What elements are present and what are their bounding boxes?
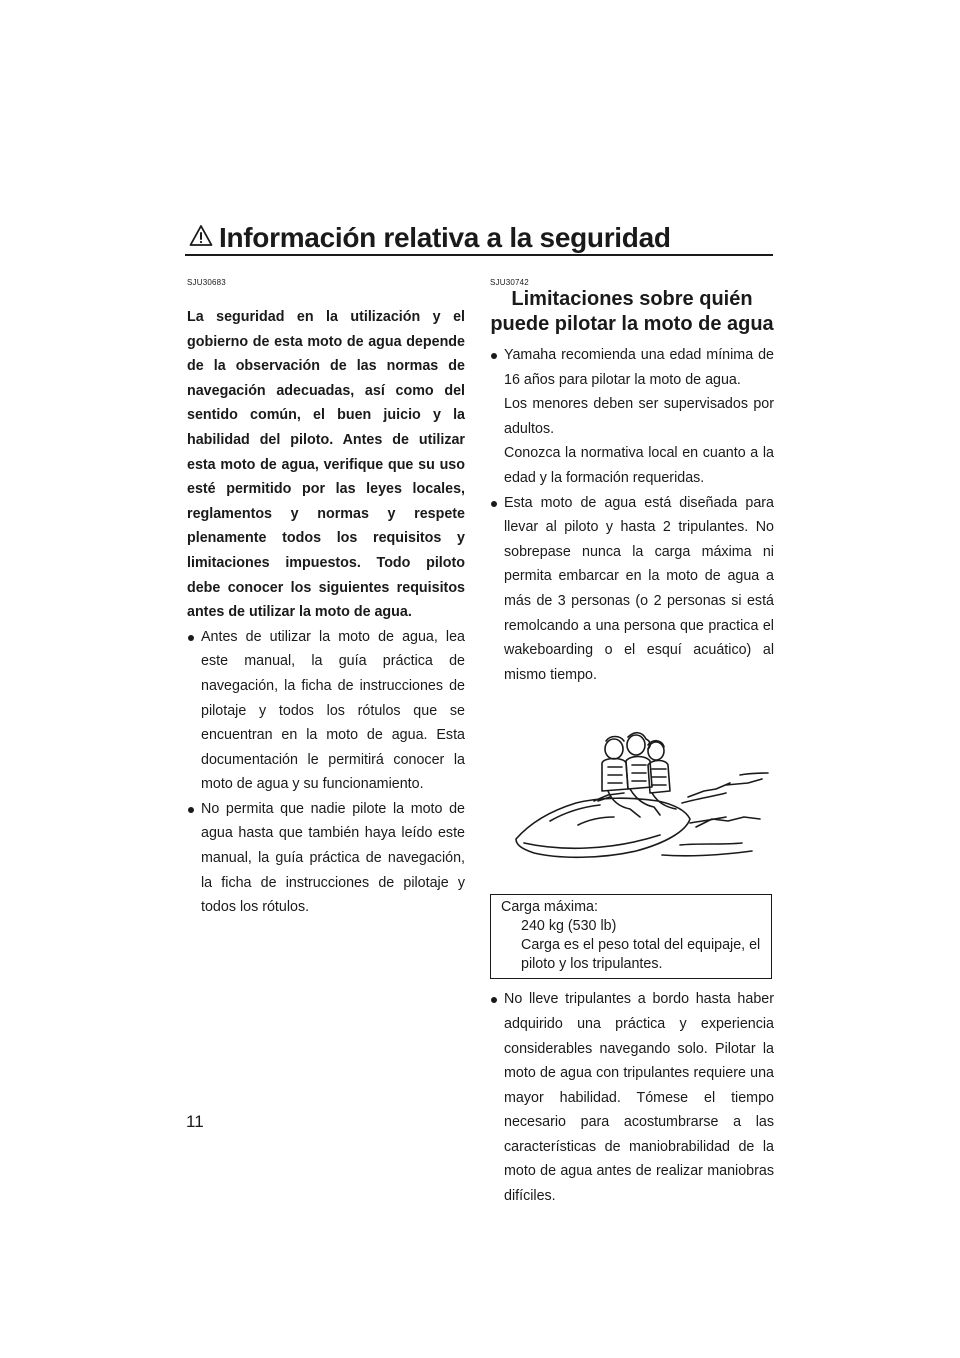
list-item: Antes de utilizar la moto de agua, lea este manual, la guía práctica de navegación, la ficha de instrucciones de pilotaje y todos los rótulos que se encuentran en la moto de agua. Esta documentación le permitirá conocer la moto de agua y su funcionamiento. (187, 625, 465, 797)
right-column (490, 278, 774, 1209)
section-code: SJU30683 (187, 278, 226, 287)
left-bullet-list (187, 625, 465, 920)
right-bullet-list-2 (490, 987, 774, 1208)
list-item (490, 343, 774, 491)
spec-note: Carga es el peso total del equipaje, el piloto y los tripulantes. (521, 937, 761, 973)
page-title: Información relativa a la seguridad (219, 222, 671, 253)
section-code: SJU30742 (490, 278, 529, 287)
page-number: 11 (186, 1112, 204, 1131)
spec-label: Carga máxima: (501, 899, 598, 916)
list-item: No permita que nadie pilote la moto de agua hasta que también haya leído este manual, la guía práctica de navegación, la ficha de instrucciones de pilotaje y todos los rótulos. (187, 797, 465, 920)
bullet-paragraph: Yamaha recomienda una edad mínima de 16 años para pilotar la moto de agua. (504, 347, 774, 388)
page-header (185, 222, 773, 256)
section-title (490, 287, 774, 337)
section-title-line: puede pilotar la moto de agua (490, 313, 774, 335)
watercraft-riders-illustration (490, 727, 774, 867)
list-item: Esta moto de agua está diseñada para llevar al piloto y hasta 2 tripulantes. No sobrepase nunca la carga máxima ni permita embarcar en la moto de agua a más de 3 personas (o 2 personas si está remolcando a una persona que practica el wakeboarding o el esquí acuático) al mismo tiempo. (490, 491, 774, 688)
left-column (187, 278, 465, 920)
intro-paragraph: La seguridad en la utilización y el gobierno de esta moto de agua depende de la observación de las normas de navegación adecuadas, así como del sentido común, el buen juicio y la habilidad del piloto. Antes de utilizar esta moto de agua, verifique que su uso esté permitido por las leyes locales, reglamentos y normas y respete plenamente todos los requisitos y limitaciones impuestos. Todo piloto debe conocer los siguientes requisitos antes de utilizar la moto de agua. (187, 309, 465, 621)
right-bullet-list (490, 343, 774, 687)
section-title-line: Limitaciones sobre quién (511, 288, 753, 310)
bullet-paragraph: Los menores deben ser supervisados por adultos. (504, 396, 774, 437)
max-load-spec-box (490, 894, 772, 979)
bullet-paragraph: Conozca la normativa local en cuanto a la edad y la formación requeridas. (504, 445, 774, 486)
warning-triangle-icon (189, 224, 213, 248)
list-item: No lleve tripulantes a bordo hasta haber adquirido una práctica y experiencia considerables navegando solo. Pilotar la moto de agua con tripulantes requiere una mayor habilidad. Tómese el tiempo necesario para acostumbrarse a las características de maniobrabilidad de la moto de agua antes de realizar maniobras difíciles. (490, 987, 774, 1208)
spec-value: 240 kg (530 lb) (521, 918, 617, 935)
